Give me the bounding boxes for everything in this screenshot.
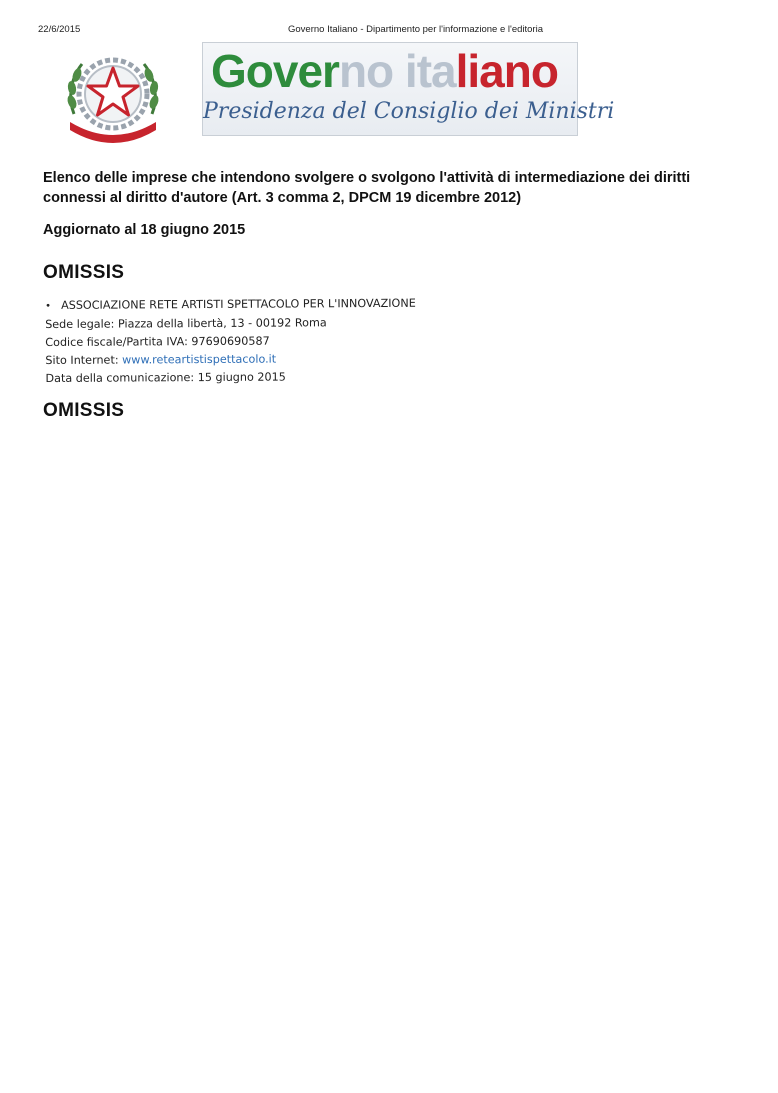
entry-registered-office: Sede legale: Piazza della libertà, 13 - 00192 Roma xyxy=(45,316,327,331)
banner-title xyxy=(211,47,571,95)
omissis-heading-top: OMISSIS xyxy=(43,262,125,283)
entry-communication-date: Data della comunicazione: 15 giugno 2015 xyxy=(45,370,286,385)
banner-subtitle: Presidenza del Consiglio dei Ministri xyxy=(203,99,615,124)
omissis-heading-bottom: OMISSIS xyxy=(43,400,125,421)
print-header xyxy=(38,24,738,38)
document-title: Elenco delle imprese che intendono svolgere o svolgono l'attività di intermediazione dei diritti connessi al diritto d'autore (Art. 3 comma 2, DPCM 19 dicembre 2012) xyxy=(43,170,691,206)
bullet-icon: • xyxy=(45,300,51,312)
governo-banner xyxy=(58,42,615,150)
governo-italiano-logo xyxy=(202,42,615,136)
entry-website-label: Sito Internet: xyxy=(45,353,123,367)
entry-tax-code: Codice fiscale/Partita IVA: 97690690587 xyxy=(45,334,270,349)
banner-title-part-silver: no ita xyxy=(338,45,456,97)
update-date: Aggiornato al 18 giugno 2015 xyxy=(43,222,246,238)
company-entry xyxy=(45,293,646,388)
entry-website-link[interactable]: www.reteartistispettacolo.it xyxy=(122,352,277,367)
entry-company-name: ASSOCIAZIONE RETE ARTISTI SPETTACOLO PER L'INNOVAZIONE xyxy=(61,296,416,312)
banner-title-part-red: liano xyxy=(455,45,558,97)
print-date: 22/6/2015 xyxy=(38,24,81,35)
banner-title-part-green: Gover xyxy=(211,45,339,97)
italian-republic-emblem-icon xyxy=(58,44,168,148)
print-page-title: Governo Italiano - Dipartimento per l'informazione e l'editoria xyxy=(288,24,543,35)
